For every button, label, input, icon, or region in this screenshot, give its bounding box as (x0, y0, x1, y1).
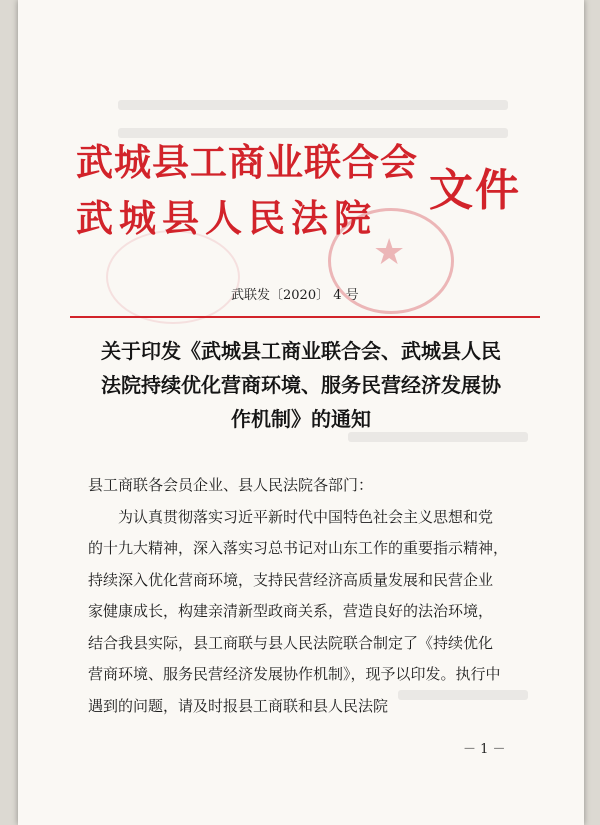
document-page (18, 0, 584, 825)
paragraph-line: 遇到的问题，请及时报县工商联和县人民法院 (88, 696, 389, 715)
paragraph-line: 为认真贯彻落实习近平新时代中国特色社会主义思想和党 (118, 507, 494, 526)
issuing-org-1: 武城县工商业联合会 (76, 140, 418, 184)
title-line: 关于印发《武城县工商业联合会、武城县人民 (101, 339, 501, 363)
notice-title (18, 334, 584, 436)
issuing-org-2: 武城县人民法院 (76, 196, 377, 240)
faint-seal-imprint (106, 230, 240, 324)
paragraph-line: 家健康成长，构建亲清新型政商关系，营造良好的法治环境， (88, 602, 494, 620)
page-number: － 1 － (463, 742, 506, 757)
bleed-through (118, 128, 508, 138)
document-type-label: 文件 (429, 165, 521, 216)
paragraph-line: 持续深入优化营商环境，支持民营经济高质量发展和民营企业 (88, 570, 494, 589)
paragraph-line: 营商环境、服务民营经济发展协作机制》，现予以印发。执行中 (88, 665, 501, 683)
salutation: 县工商联各会员企业、县人民法院各部门： (88, 476, 374, 494)
seal-star-icon: ★ (373, 232, 406, 273)
title-line: 作机制》的通知 (231, 407, 371, 431)
notice-body (88, 470, 548, 722)
document-number: 武联发〔2020〕 4 号 (231, 288, 359, 303)
paragraph-line: 结合我县实际，县工商联与县人民法院联合制定了《持续优化 (88, 633, 494, 652)
red-divider (70, 316, 540, 318)
title-line: 法院持续优化营商环境、服务民营经济发展协 (101, 373, 501, 397)
bleed-through (118, 100, 508, 110)
paragraph-line: 的十九大精神，深入落实习总书记对山东工作的重要指示精神， (88, 539, 509, 557)
